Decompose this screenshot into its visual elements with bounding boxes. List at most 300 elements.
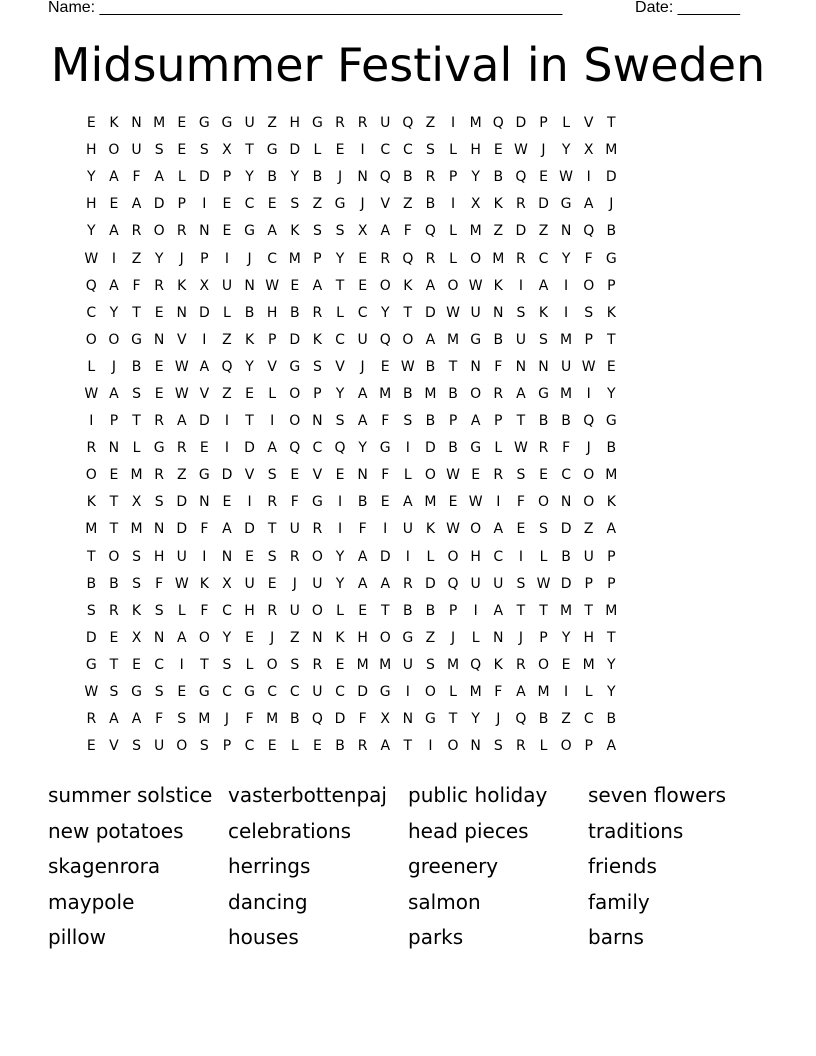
grid-letter: G bbox=[266, 142, 278, 159]
grid-letter: Y bbox=[607, 684, 616, 701]
grid-letter: B bbox=[244, 304, 255, 321]
grid-letter: D bbox=[198, 413, 210, 430]
grid-letter: S bbox=[290, 656, 300, 673]
grid-letter: U bbox=[221, 277, 233, 294]
grid-letter: W bbox=[84, 250, 99, 267]
grid-letter: T bbox=[516, 413, 526, 430]
grid-letter: U bbox=[470, 304, 481, 321]
word-list-item: summer solstice bbox=[48, 783, 213, 807]
grid-letter: N bbox=[470, 738, 481, 755]
grid-letter: A bbox=[109, 385, 119, 402]
word-list-column bbox=[408, 780, 588, 958]
grid-letter: D bbox=[425, 440, 436, 457]
grid-letter: A bbox=[493, 602, 504, 619]
grid-letter: M bbox=[424, 385, 437, 402]
grid-letter: B bbox=[335, 738, 345, 755]
grid-letter: J bbox=[224, 711, 230, 728]
grid-row bbox=[80, 435, 736, 462]
grid-letter: T bbox=[448, 358, 458, 375]
grid-letter: R bbox=[538, 440, 549, 457]
grid-letter: L bbox=[584, 684, 593, 701]
grid-letter: S bbox=[222, 656, 232, 673]
word-list bbox=[48, 780, 768, 958]
grid-letter: N bbox=[221, 548, 233, 565]
word-list-item: dancing bbox=[228, 889, 308, 914]
grid-letter: K bbox=[538, 304, 549, 321]
grid-letter: M bbox=[288, 250, 301, 267]
grid-letter: P bbox=[109, 413, 119, 430]
word-list-item: public holiday bbox=[408, 783, 548, 807]
grid-letter: C bbox=[583, 711, 594, 728]
grid-row bbox=[80, 516, 736, 543]
grid-letter: I bbox=[224, 440, 230, 457]
grid-letter: P bbox=[584, 575, 593, 592]
grid-letter: A bbox=[267, 440, 277, 457]
grid-letter: L bbox=[562, 115, 570, 132]
grid-row bbox=[80, 218, 736, 245]
grid-letter: K bbox=[403, 277, 413, 294]
grid-letter: O bbox=[289, 385, 301, 402]
grid-letter: Z bbox=[222, 385, 232, 402]
grid-letter: J bbox=[518, 629, 523, 646]
grid-letter: L bbox=[539, 738, 548, 755]
grid-letter: T bbox=[109, 521, 119, 538]
grid-letter: I bbox=[89, 413, 94, 430]
grid-letter: N bbox=[493, 304, 504, 321]
grid-letter: D bbox=[515, 115, 527, 132]
grid-letter: T bbox=[607, 629, 616, 646]
grid-letter: S bbox=[493, 738, 503, 755]
grid-letter: A bbox=[516, 385, 526, 402]
grid-letter: G bbox=[244, 223, 255, 240]
grid-letter: P bbox=[267, 331, 277, 348]
grid-letter: B bbox=[131, 358, 142, 375]
grid-letter: R bbox=[425, 250, 436, 267]
grid-letter: U bbox=[402, 656, 413, 673]
grid-letter: I bbox=[518, 548, 523, 565]
grid-letter: Y bbox=[154, 250, 164, 267]
grid-letter: I bbox=[111, 250, 116, 267]
grid-letter: O bbox=[470, 521, 482, 538]
grid-letter: L bbox=[403, 467, 412, 484]
grid-letter: V bbox=[109, 738, 119, 755]
grid-letter: T bbox=[380, 602, 390, 619]
grid-letter: X bbox=[131, 494, 142, 511]
grid-letter: N bbox=[515, 358, 527, 375]
grid-letter: X bbox=[583, 142, 594, 159]
grid-letter: K bbox=[199, 575, 209, 592]
word-list-item: head pieces bbox=[408, 818, 529, 843]
grid-letter: G bbox=[538, 385, 549, 402]
grid-letter: A bbox=[109, 711, 119, 728]
word-list-item: family bbox=[588, 889, 650, 914]
grid-letter: M bbox=[605, 602, 618, 619]
grid-letter: Y bbox=[607, 656, 616, 673]
date-field-label: Date: _______ bbox=[635, 0, 740, 16]
grid-letter: Z bbox=[425, 629, 436, 646]
grid-letter: S bbox=[335, 413, 345, 430]
grid-letter: R bbox=[312, 521, 323, 538]
grid-letter: F bbox=[132, 169, 141, 186]
grid-letter: I bbox=[518, 277, 523, 294]
grid-row bbox=[80, 652, 736, 679]
grid-letter: A bbox=[606, 521, 617, 538]
grid-letter: A bbox=[267, 223, 277, 240]
grid-letter: B bbox=[403, 385, 413, 402]
grid-letter: R bbox=[289, 548, 300, 565]
grid-letter: I bbox=[405, 440, 410, 457]
grid-letter: E bbox=[177, 115, 187, 132]
grid-letter: Z bbox=[493, 223, 504, 240]
grid-letter: L bbox=[426, 548, 435, 565]
grid-letter: H bbox=[153, 548, 165, 565]
grid-letter: E bbox=[380, 358, 390, 375]
grid-letter: R bbox=[516, 656, 526, 673]
grid-letter: R bbox=[154, 277, 164, 294]
grid-letter: N bbox=[108, 440, 120, 457]
grid-letter: O bbox=[198, 629, 210, 646]
grid-letter: T bbox=[584, 602, 593, 619]
grid-letter: F bbox=[200, 602, 209, 619]
grid-letter: Y bbox=[245, 358, 254, 375]
grid-letter: Z bbox=[561, 711, 571, 728]
grid-letter: D bbox=[176, 494, 188, 511]
grid-letter: H bbox=[289, 115, 301, 132]
grid-letter: P bbox=[177, 196, 186, 213]
grid-letter: L bbox=[471, 629, 480, 646]
grid-letter: W bbox=[265, 277, 280, 294]
grid-letter: P bbox=[448, 602, 458, 619]
grid-letter: W bbox=[174, 575, 189, 592]
grid-letter: Z bbox=[538, 223, 549, 240]
grid-letter: M bbox=[492, 250, 505, 267]
word-list-item: seven flowers bbox=[588, 783, 727, 807]
grid-letter: T bbox=[607, 331, 616, 348]
grid-letter: K bbox=[493, 196, 503, 213]
grid-letter: T bbox=[245, 413, 254, 430]
grid-letter: N bbox=[357, 467, 368, 484]
grid-letter: W bbox=[581, 358, 596, 375]
word-list-item: houses bbox=[228, 925, 299, 950]
grid-letter: L bbox=[449, 142, 457, 159]
grid-letter: S bbox=[516, 575, 526, 592]
grid-letter: O bbox=[379, 629, 391, 646]
grid-letter: S bbox=[132, 385, 141, 402]
grid-letter: D bbox=[515, 223, 527, 240]
grid-letter: D bbox=[153, 196, 165, 213]
grid-letter: E bbox=[606, 358, 616, 375]
grid-letter: L bbox=[245, 656, 254, 673]
grid-letter: B bbox=[312, 169, 323, 186]
grid-letter: E bbox=[358, 277, 368, 294]
grid-row bbox=[80, 191, 736, 218]
grid-letter: C bbox=[312, 440, 323, 457]
grid-letter: I bbox=[360, 142, 365, 159]
grid-letter: T bbox=[516, 602, 526, 619]
grid-letter: M bbox=[537, 684, 550, 701]
grid-letter: U bbox=[312, 575, 323, 592]
grid-letter: B bbox=[561, 548, 571, 565]
grid-letter: E bbox=[335, 467, 345, 484]
grid-letter: T bbox=[403, 304, 413, 321]
grid-letter: R bbox=[109, 602, 119, 619]
grid-letter: W bbox=[536, 575, 551, 592]
grid-letter: X bbox=[470, 196, 481, 213]
grid-letter: L bbox=[313, 142, 322, 159]
grid-letter: B bbox=[425, 413, 436, 430]
grid-letter: M bbox=[379, 385, 392, 402]
grid-letter: B bbox=[538, 413, 549, 430]
word-list-item: celebrations bbox=[228, 818, 352, 843]
grid-letter: U bbox=[244, 115, 255, 132]
grid-letter: B bbox=[425, 358, 436, 375]
grid-letter: B bbox=[425, 196, 436, 213]
grid-letter: L bbox=[87, 358, 96, 375]
grid-letter: E bbox=[539, 169, 548, 186]
grid-letter: X bbox=[380, 711, 391, 728]
grid-letter: N bbox=[560, 494, 572, 511]
grid-letter: Z bbox=[583, 521, 594, 538]
grid-letter: K bbox=[335, 629, 345, 646]
grid-letter: C bbox=[561, 467, 571, 484]
grid-letter: I bbox=[202, 548, 207, 565]
grid-letter: S bbox=[154, 494, 164, 511]
grid-letter: T bbox=[109, 656, 119, 673]
grid-letter: M bbox=[582, 656, 595, 673]
grid-letter: Q bbox=[402, 250, 414, 267]
grid-letter: M bbox=[424, 494, 437, 511]
grid-letter: G bbox=[198, 467, 210, 484]
grid-letter: N bbox=[153, 521, 165, 538]
grid-letter: G bbox=[425, 711, 436, 728]
grid-letter: A bbox=[425, 331, 436, 348]
grid-letter: A bbox=[109, 169, 119, 186]
grid-letter: M bbox=[469, 223, 482, 240]
grid-letter: B bbox=[403, 602, 413, 619]
grid-letter: A bbox=[606, 738, 617, 755]
grid-letter: N bbox=[357, 169, 368, 186]
grid-letter: S bbox=[426, 656, 435, 673]
grid-letter: Q bbox=[515, 711, 527, 728]
grid-letter: P bbox=[607, 277, 616, 294]
grid-letter: N bbox=[131, 115, 142, 132]
grid-letter: J bbox=[541, 142, 546, 159]
grid-letter: F bbox=[403, 223, 412, 240]
grid-letter: W bbox=[513, 440, 528, 457]
grid-letter: A bbox=[357, 385, 368, 402]
grid-letter: W bbox=[468, 277, 483, 294]
grid-letter: F bbox=[494, 684, 503, 701]
grid-letter: D bbox=[198, 169, 210, 186]
grid-letter: U bbox=[402, 521, 413, 538]
grid-letter: P bbox=[494, 413, 503, 430]
grid-letter: J bbox=[111, 358, 116, 375]
grid-letter: E bbox=[177, 684, 187, 701]
grid-letter: Q bbox=[221, 358, 233, 375]
grid-letter: S bbox=[132, 548, 141, 565]
grid-letter: T bbox=[448, 711, 458, 728]
grid-row bbox=[80, 273, 736, 300]
grid-letter: H bbox=[244, 602, 255, 619]
grid-letter: E bbox=[109, 467, 119, 484]
grid-letter: X bbox=[131, 629, 142, 646]
grid-letter: S bbox=[290, 196, 300, 213]
grid-letter: O bbox=[108, 548, 120, 565]
grid-letter: K bbox=[606, 494, 616, 511]
grid-letter: I bbox=[496, 494, 501, 511]
grid-letter: E bbox=[335, 142, 345, 159]
grid-letter: Y bbox=[109, 304, 119, 321]
grid-row bbox=[80, 327, 736, 354]
grid-letter: V bbox=[199, 385, 210, 402]
grid-letter: G bbox=[560, 196, 572, 213]
grid-letter: T bbox=[267, 521, 277, 538]
grid-letter: E bbox=[358, 602, 368, 619]
grid-letter: M bbox=[447, 656, 460, 673]
grid-letter: X bbox=[222, 142, 232, 159]
grid-row bbox=[80, 300, 736, 327]
word-list-column bbox=[228, 780, 408, 958]
grid-letter: D bbox=[334, 711, 346, 728]
grid-letter: O bbox=[447, 548, 459, 565]
grid-letter: A bbox=[403, 494, 413, 511]
grid-letter: B bbox=[493, 169, 504, 186]
grid-letter: R bbox=[380, 250, 391, 267]
grid-letter: W bbox=[559, 169, 574, 186]
grid-letter: L bbox=[539, 548, 548, 565]
grid-letter: K bbox=[109, 115, 119, 132]
grid-letter: N bbox=[312, 629, 323, 646]
word-list-item: barns bbox=[588, 925, 644, 950]
grid-letter: O bbox=[447, 738, 459, 755]
grid-letter: S bbox=[132, 575, 141, 592]
grid-letter: H bbox=[357, 629, 368, 646]
word-list-item: traditions bbox=[588, 818, 684, 843]
grid-letter: R bbox=[312, 304, 323, 321]
grid-letter: B bbox=[289, 711, 300, 728]
grid-letter: B bbox=[86, 575, 97, 592]
grid-letter: Q bbox=[492, 115, 504, 132]
grid-letter: U bbox=[312, 684, 323, 701]
grid-letter: E bbox=[290, 277, 300, 294]
grid-letter: E bbox=[154, 385, 164, 402]
grid-letter: D bbox=[379, 548, 391, 565]
grid-letter: M bbox=[560, 385, 573, 402]
grid-letter: R bbox=[357, 738, 368, 755]
grid-letter: R bbox=[131, 223, 142, 240]
grid-letter: F bbox=[132, 277, 141, 294]
grid-letter: Z bbox=[176, 467, 187, 484]
grid-letter: A bbox=[493, 521, 504, 538]
grid-row bbox=[80, 598, 736, 625]
grid-letter: D bbox=[221, 467, 233, 484]
grid-letter: R bbox=[267, 602, 278, 619]
grid-letter: Q bbox=[85, 277, 97, 294]
grid-letter: Y bbox=[245, 169, 254, 186]
grid-letter: I bbox=[224, 250, 230, 267]
grid-letter: H bbox=[86, 196, 97, 213]
grid-letter: U bbox=[380, 115, 391, 132]
grid-letter: B bbox=[109, 575, 119, 592]
grid-letter: Q bbox=[447, 575, 459, 592]
grid-letter: Y bbox=[561, 142, 571, 159]
grid-letter: C bbox=[222, 602, 232, 619]
grid-letter: E bbox=[132, 656, 141, 673]
grid-letter: X bbox=[357, 223, 368, 240]
grid-letter: P bbox=[584, 331, 593, 348]
grid-letter: I bbox=[473, 602, 478, 619]
grid-letter: W bbox=[400, 358, 415, 375]
grid-letter: W bbox=[84, 684, 99, 701]
grid-letter: N bbox=[199, 223, 210, 240]
grid-letter: T bbox=[109, 494, 119, 511]
grid-letter: S bbox=[267, 548, 277, 565]
grid-letter: V bbox=[244, 467, 255, 484]
grid-letter: W bbox=[446, 521, 460, 538]
grid-letter: R bbox=[516, 250, 526, 267]
grid-letter: V bbox=[267, 358, 277, 375]
grid-letter: B bbox=[606, 711, 617, 728]
grid-letter: W bbox=[84, 385, 99, 402]
grid-letter: Z bbox=[289, 629, 300, 646]
grid-letter: D bbox=[357, 684, 368, 701]
grid-letter: E bbox=[222, 494, 232, 511]
grid-letter: Q bbox=[515, 169, 527, 186]
grid-letter: Y bbox=[471, 169, 480, 186]
grid-letter: S bbox=[154, 684, 164, 701]
grid-letter: F bbox=[381, 413, 390, 430]
grid-letter: O bbox=[311, 548, 323, 565]
grid-letter: E bbox=[177, 142, 187, 159]
grid-letter: E bbox=[86, 738, 96, 755]
grid-letter: C bbox=[244, 196, 255, 213]
grid-letter: W bbox=[174, 358, 189, 375]
grid-letter: I bbox=[450, 115, 456, 132]
grid-letter: B bbox=[561, 413, 571, 430]
grid-letter: A bbox=[109, 223, 119, 240]
grid-letter: A bbox=[312, 277, 323, 294]
grid-letter: G bbox=[334, 196, 346, 213]
grid-letter: U bbox=[289, 521, 300, 538]
grid-letter: L bbox=[336, 304, 344, 321]
grid-letter: J bbox=[609, 196, 614, 213]
grid-letter: A bbox=[380, 738, 391, 755]
grid-letter: D bbox=[289, 142, 301, 159]
grid-letter: Q bbox=[289, 440, 301, 457]
grid-letter: U bbox=[289, 602, 300, 619]
grid-letter: M bbox=[605, 142, 618, 159]
word-list-item: salmon bbox=[408, 889, 481, 914]
grid-letter: V bbox=[176, 331, 187, 348]
grid-letter: P bbox=[313, 250, 322, 267]
grid-letter: O bbox=[583, 467, 595, 484]
grid-letter: S bbox=[154, 602, 164, 619]
grid-row bbox=[80, 164, 736, 191]
grid-letter: A bbox=[131, 711, 142, 728]
grid-letter: J bbox=[247, 250, 252, 267]
word-list-item: herrings bbox=[228, 854, 311, 879]
grid-letter: D bbox=[244, 440, 255, 457]
grid-letter: P bbox=[222, 169, 232, 186]
grid-letter: S bbox=[154, 142, 164, 159]
grid-letter: K bbox=[425, 521, 436, 538]
grid-letter: L bbox=[449, 684, 457, 701]
grid-letter: O bbox=[470, 385, 482, 402]
grid-letter: X bbox=[199, 277, 210, 294]
grid-letter: O bbox=[537, 494, 549, 511]
grid-letter: Q bbox=[311, 711, 323, 728]
grid-row bbox=[80, 137, 736, 164]
